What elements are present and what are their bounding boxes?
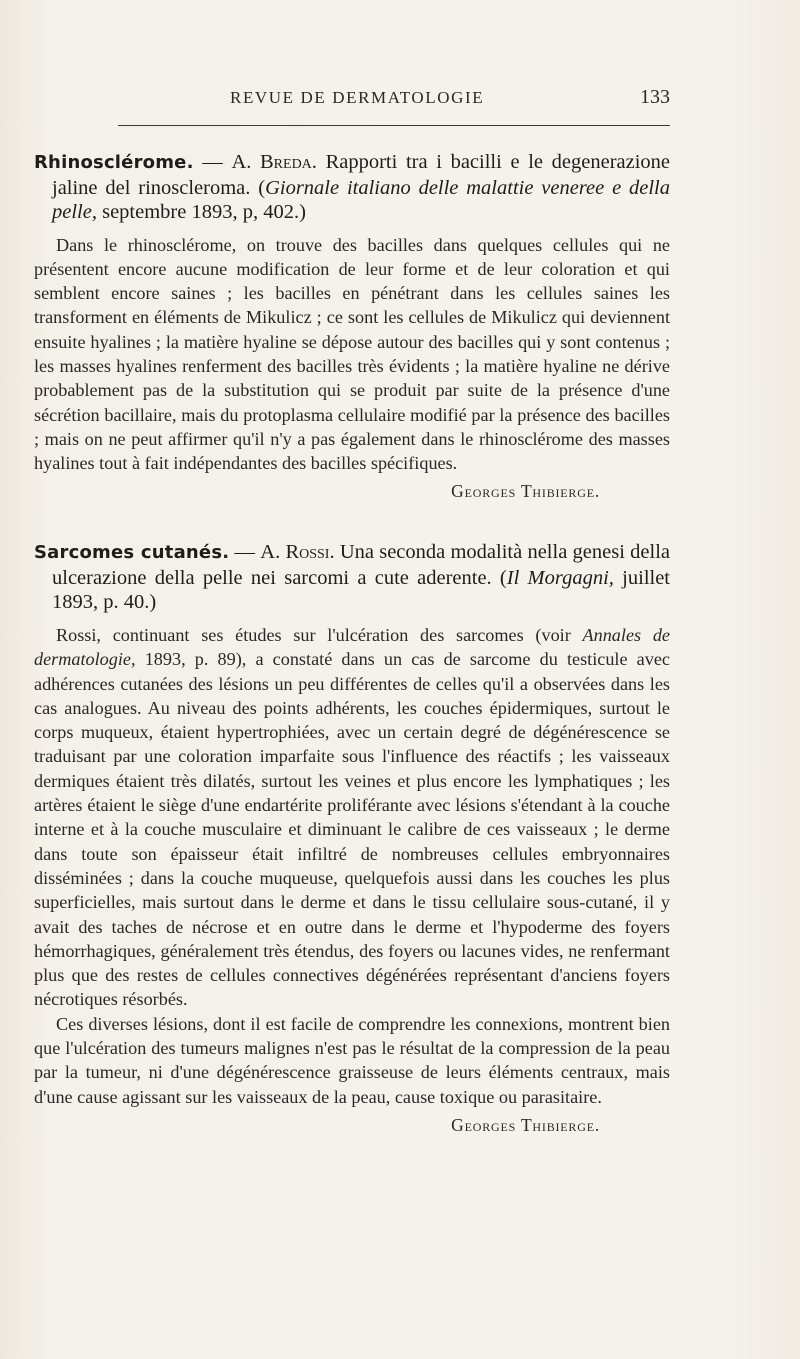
article-heading: Rhinosclérome. [34,152,194,173]
heading-dash: — [229,541,261,564]
article-title: Una seconda modalità nella genesi della ulcerazione della pelle nei sarcomi a cute aderente. ( [52,541,670,589]
article-signature: Georges Thibierge. [451,1114,600,1135]
running-title: REVUE DE DERMATOLOGIE [230,88,485,107]
page-header [118,86,670,116]
article-heading: Sarcomes cutanés. [34,542,230,564]
paragraph-text: 1893, p. 89), a constaté dans un cas de sarcome du testicule avec adhérences cutanées des lésions un peu différentes de celles qu'il a observées dans les cas analogues. Au niveau des points adhérents, les couches épidermiques, surtout le corps muqueux, étaient hypertrophiées, avec un certain degré de dégénérescence se traduisant par une coloration imparfaite sous l'influence des réactifs ; les vaisseaux dermiques étaient très dilatés, surtout les veines et plus encore les lymphatiques ; les artères étaient le siège d'une endartérite proliférante avec lésions s'étendant à la couche interne et à la couche musculaire et diminuant le calibre de ces vaisseaux ; le derme dans toute son épaisseur était infiltré de nombreuses cellules embryonnaires disséminées ; dans la couche muqueuse, quelquefois aussi dans les couches les plus superficielles, mais surtout dans le derme et dans le tissu cellulaire sous-cutané, il y avait des taches de nécrose et en outre dans le derme et l'hypoderme des foyers hémorrhagiques, généralement très étendus, des foyers ou lacunes vides, ne renfermant plus que des restes de cellules connectives dégénérées représentant d'anciens foyers nécrotiques résorbés. [34,649,670,1010]
article-citation: septembre 1893, p, 402.) [96,201,306,223]
page-number: 133 [640,86,670,108]
article-journal: Giornale italiano delle malattie veneree e della pelle, [52,176,670,223]
article-entry-heading [34,540,670,615]
article-title: Rapporti tra i bacilli e le degenerazione jaline del rinoscleroma. ( [52,151,671,199]
article-journal: Il Morgagni, [506,566,614,589]
article-sarcomes-cutanes [34,540,670,1135]
article-author: A. Rossi. [260,541,335,564]
article-paragraph: Dans le rhinosclérome, on trouve des bacilles dans quelques cellules qui ne présentent encore aucune modification de leur forme et de leur coloration et qui semblent encore saines ; les bacilles en pénétrant dans les cellules saines les transforment en éléments de Mikulicz ; ce sont les cellules de Mikulicz qui deviennent ensuite hyalines ; la matière hyaline se dépose autour des bacilles qui y sont contenus ; les masses hyalines renferment des bacilles très évidents ; la matière hyaline ne dérive probablement pas de la substitution qui se produit par suite de la présence d'une sécrétion bacillaire, mais du protoplasma cellulaire modifié par la présence des bacilles ; mais on ne peut affirmer qu'il n'y a pas également dans le rhinosclérome des masses hyalines tout à fait indépendantes des bacilles spécifiques. [34,234,670,474]
article-paragraph [34,623,670,1012]
article-signature: Georges Thibierge. [451,481,600,502]
paragraph-text: Rossi, continuant ses études sur l'ulcération des sarcomes (voir [56,624,583,645]
heading-dash: — [193,151,232,173]
article-author: A. Breda. [231,151,317,173]
paragraph-citation-journal: Annales de dermatologie, [34,624,670,670]
article-entry-heading [34,150,670,225]
article-citation: juillet 1893, p. 40.) [52,566,671,614]
header-rule [118,125,670,126]
page-content [34,150,670,1136]
article-rhinosclerome [34,150,670,502]
article-paragraph: Ces diverses lésions, dont il est facile de comprendre les connexions, montrent bien que l'ulcération des tumeurs malignes n'est pas le résultat de la compression de la peau par la tumeur, ni d'une dégénérescence graisseuse de leurs éléments centraux, mais d'une cause agissant sur les vaisseaux de la peau, cause toxique ou parasitaire. [34,1013,670,1107]
article-separator [34,502,670,540]
